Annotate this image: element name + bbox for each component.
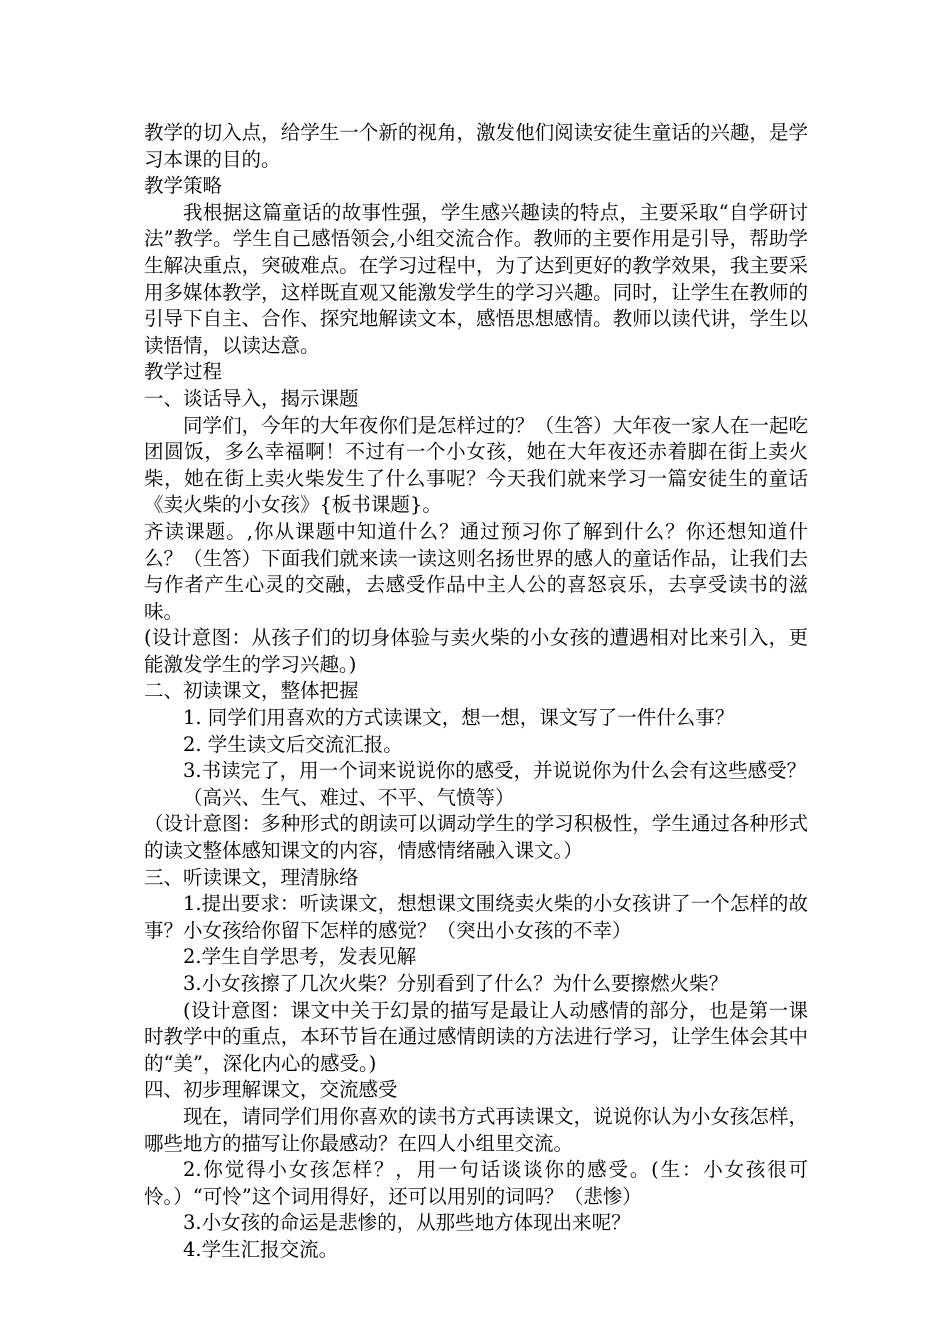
list-item: 3.书读完了，用一个词来说说你的感受，并说说你为什么会有这些感受？ <box>183 759 807 783</box>
list-item: 1. 同学们用喜欢的方式读课文，想一想，课文写了一件什么事？ <box>183 706 735 730</box>
paragraph: （高兴、生气、难过、不平、气愤等） <box>183 785 515 809</box>
list-item: 4.学生汇报交流。 <box>183 1237 339 1261</box>
paragraph: 教学的切入点，给学生一个新的视角，激发他们阅读安徒生童话的兴趣，是学习本课的目的。 <box>144 121 808 171</box>
list-item: 2.学生自学思考，发表见解 <box>183 945 417 969</box>
list-item: 2. 学生读文后交流汇报。 <box>183 732 403 756</box>
design-note: (设计意图：从孩子们的切身体验与卖火柴的小女孩的遭遇相对比来引入，更能激发学生的学习兴趣。) <box>144 626 808 676</box>
subsection-heading: 二、初读课文，整体把握 <box>144 679 359 703</box>
paragraph: 现在，请同学们用你喜欢的读书方式再读课文，说说你认为小女孩怎样，哪些地方的描写让你最感动？在四人小组里交流。 <box>144 1104 808 1155</box>
subsection-heading: 四、初步理解课文，交流感受 <box>144 1078 398 1102</box>
list-item: 2.你觉得小女孩怎样？，用一句话谈谈你的感受。(生：小女孩很可怜。）“可怜”这个词用得好，还可以用别的词吗？（悲惨） <box>144 1158 808 1208</box>
design-note: （设计意图：多种形式的朗读可以调动学生的学习积极性，学生通过各种形式的读文整体感知课文的内容，情感情绪融入课文。） <box>144 812 808 863</box>
paragraph: 齐读课题。,你从课题中知道什么？通过预习你了解到什么？你还想知道什么？（生答）下面我们就来读一读这则名扬世界的感人的童话作品，让我们去与作者产生心灵的交融，去感受作品中主人公的喜怒哀乐，去享受读书的滋味。 <box>144 519 808 623</box>
subsection-heading: 三、听读课文，理清脉络 <box>144 865 359 889</box>
section-heading: 教学策略 <box>144 174 223 198</box>
design-note: (设计意图：课文中关于幻景的描写是最让人动感情的部分，也是第一课时教学中的重点，本环节旨在通过感情朗读的方法进行学习，让学生体会其中的“美”，深化内心的感受。) <box>144 998 808 1075</box>
paragraph: 我根据这篇童话的故事性强，学生感兴趣读的特点，主要采取“自学研讨法”教学。学生自己感悟领会,小组交流合作。教师的主要作用是引导，帮助学生解决重点，突破难点。在学习过程中，为了达到更好的教学效果，我主要采用多媒体教学，这样既直观又能激发学生的学习兴趣。同时，让学生在教师的引导下自主、合作、探究地解读文本，感悟思想感情。教师以读代讲，学生以读悟情，以读达意。 <box>144 200 808 357</box>
list-item: 3.小女孩擦了几次火柴？分别看到了什么？为什么要擦燃火柴？ <box>183 972 729 995</box>
section-heading: 教学过程 <box>144 360 223 384</box>
document-page <box>144 120 808 1264</box>
list-item: 3.小女孩的命运是悲惨的，从那些地方体现出来呢？ <box>183 1211 631 1235</box>
paragraph: 同学们，今年的大年夜你们是怎样过的？（生答）大年夜一家人在一起吃团圆饭，多么幸福啊！不过有一个小女孩，她在大年夜还赤着脚在街上卖火柴，她在街上卖火柴发生了什么事呢？今天我们就来学习一篇安徒生的童话《卖火柴的小女孩》{板书课题}。 <box>144 413 808 517</box>
list-item: 1.提出要求：听读课文，想想课文围绕卖火柴的小女孩讲了一个怎样的故事？小女孩给你留下怎样的感觉？（突出小女孩的不幸） <box>144 892 808 942</box>
subsection-heading: 一、谈话导入，揭示课题 <box>144 386 359 410</box>
